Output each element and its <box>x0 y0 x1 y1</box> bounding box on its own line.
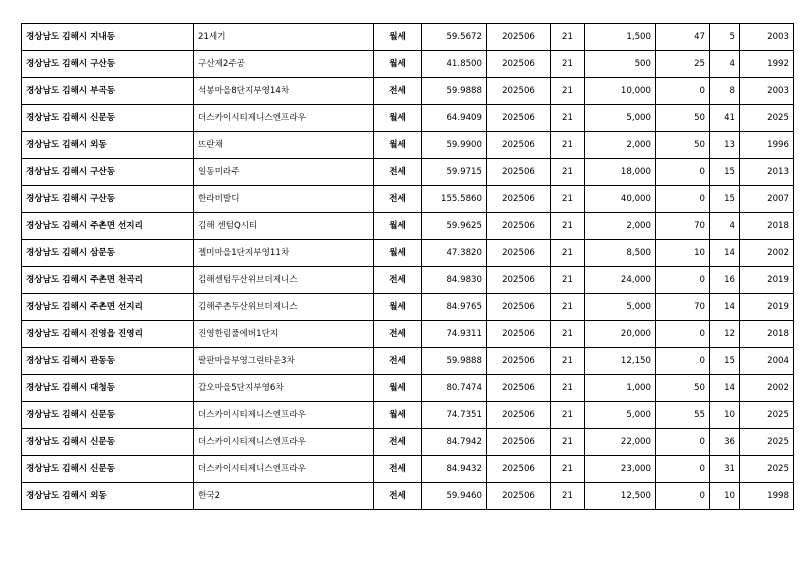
lease-type-cell: 월세 <box>374 294 422 321</box>
floor-cell: 16 <box>710 267 740 294</box>
area-cell: 74.9311 <box>422 321 487 348</box>
area-cell: 47.3820 <box>422 240 487 267</box>
contract-day-cell: 21 <box>551 402 585 429</box>
monthly-rent-cell: 0 <box>656 159 710 186</box>
complex-name-cell: 한국2 <box>194 483 374 510</box>
area-cell: 59.9900 <box>422 132 487 159</box>
floor-cell: 15 <box>710 159 740 186</box>
contract-month-cell: 202506 <box>487 483 551 510</box>
address-cell: 경상남도 김해시 대청동 <box>22 375 194 402</box>
address-cell: 경상남도 김해시 외동 <box>22 483 194 510</box>
floor-cell: 10 <box>710 402 740 429</box>
area-cell: 84.9432 <box>422 456 487 483</box>
build-year-cell: 2025 <box>740 456 794 483</box>
lease-type-cell: 전세 <box>374 78 422 105</box>
lease-type-cell: 월세 <box>374 105 422 132</box>
contract-month-cell: 202506 <box>487 105 551 132</box>
contract-day-cell: 21 <box>551 213 585 240</box>
contract-month-cell: 202506 <box>487 267 551 294</box>
lease-type-cell: 월세 <box>374 213 422 240</box>
contract-day-cell: 21 <box>551 240 585 267</box>
contract-month-cell: 202506 <box>487 159 551 186</box>
contract-month-cell: 202506 <box>487 429 551 456</box>
floor-cell: 15 <box>710 186 740 213</box>
address-cell: 경상남도 김해시 주촌면 천곡리 <box>22 267 194 294</box>
table-row <box>22 159 794 186</box>
lease-type-cell: 전세 <box>374 267 422 294</box>
table-row <box>22 240 794 267</box>
monthly-rent-cell: 10 <box>656 240 710 267</box>
contract-day-cell: 21 <box>551 132 585 159</box>
address-cell: 경상남도 김해시 부곡동 <box>22 78 194 105</box>
complex-name-cell: 뜨란채 <box>194 132 374 159</box>
address-cell: 경상남도 김해시 주촌면 선지리 <box>22 213 194 240</box>
complex-name-cell: 더스카이시티제니스엔프라우 <box>194 402 374 429</box>
complex-name-cell: 한라비발디 <box>194 186 374 213</box>
area-cell: 41.8500 <box>422 51 487 78</box>
address-cell: 경상남도 김해시 신문동 <box>22 456 194 483</box>
floor-cell: 31 <box>710 456 740 483</box>
deposit-cell: 5,000 <box>585 105 656 132</box>
contract-month-cell: 202506 <box>487 240 551 267</box>
monthly-rent-cell: 55 <box>656 402 710 429</box>
area-cell: 155.5860 <box>422 186 487 213</box>
lease-type-cell: 전세 <box>374 186 422 213</box>
monthly-rent-cell: 0 <box>656 456 710 483</box>
deposit-cell: 500 <box>585 51 656 78</box>
monthly-rent-cell: 50 <box>656 375 710 402</box>
floor-cell: 14 <box>710 294 740 321</box>
deposit-cell: 5,000 <box>585 294 656 321</box>
build-year-cell: 2002 <box>740 240 794 267</box>
deposit-cell: 2,000 <box>585 132 656 159</box>
deposit-cell: 23,000 <box>585 456 656 483</box>
floor-cell: 5 <box>710 24 740 51</box>
monthly-rent-cell: 0 <box>656 267 710 294</box>
floor-cell: 15 <box>710 348 740 375</box>
deposit-cell: 22,000 <box>585 429 656 456</box>
address-cell: 경상남도 김해시 구산동 <box>22 159 194 186</box>
monthly-rent-cell: 0 <box>656 78 710 105</box>
contract-day-cell: 21 <box>551 456 585 483</box>
monthly-rent-cell: 0 <box>656 429 710 456</box>
area-cell: 59.9625 <box>422 213 487 240</box>
floor-cell: 14 <box>710 375 740 402</box>
complex-name-cell: 김해센텀두산위브더제니스 <box>194 267 374 294</box>
lease-type-cell: 월세 <box>374 132 422 159</box>
contract-day-cell: 21 <box>551 375 585 402</box>
contract-day-cell: 21 <box>551 429 585 456</box>
contract-day-cell: 21 <box>551 267 585 294</box>
monthly-rent-cell: 50 <box>656 105 710 132</box>
complex-name-cell: 팔판마을부영그린타운3차 <box>194 348 374 375</box>
build-year-cell: 2019 <box>740 294 794 321</box>
table-body <box>22 24 794 510</box>
floor-cell: 8 <box>710 78 740 105</box>
table-row <box>22 78 794 105</box>
contract-day-cell: 21 <box>551 186 585 213</box>
deposit-cell: 20,000 <box>585 321 656 348</box>
complex-name-cell: 더스카이시티제니스엔프라우 <box>194 456 374 483</box>
floor-cell: 4 <box>710 213 740 240</box>
area-cell: 80.7474 <box>422 375 487 402</box>
deposit-cell: 8,500 <box>585 240 656 267</box>
area-cell: 59.9888 <box>422 348 487 375</box>
lease-type-cell: 월세 <box>374 240 422 267</box>
contract-month-cell: 202506 <box>487 321 551 348</box>
address-cell: 경상남도 김해시 관동동 <box>22 348 194 375</box>
monthly-rent-cell: 70 <box>656 213 710 240</box>
contract-day-cell: 21 <box>551 348 585 375</box>
address-cell: 경상남도 김해시 삼문동 <box>22 240 194 267</box>
table-row <box>22 105 794 132</box>
area-cell: 64.9409 <box>422 105 487 132</box>
contract-day-cell: 21 <box>551 483 585 510</box>
contract-month-cell: 202506 <box>487 375 551 402</box>
area-cell: 84.7942 <box>422 429 487 456</box>
contract-day-cell: 21 <box>551 51 585 78</box>
lease-type-cell: 월세 <box>374 375 422 402</box>
area-cell: 74.7351 <box>422 402 487 429</box>
contract-month-cell: 202506 <box>487 186 551 213</box>
build-year-cell: 2003 <box>740 24 794 51</box>
area-cell: 84.9830 <box>422 267 487 294</box>
complex-name-cell: 갑오마을5단지부영6차 <box>194 375 374 402</box>
address-cell: 경상남도 김해시 구산동 <box>22 51 194 78</box>
contract-month-cell: 202506 <box>487 78 551 105</box>
contract-day-cell: 21 <box>551 24 585 51</box>
deposit-cell: 40,000 <box>585 186 656 213</box>
monthly-rent-cell: 0 <box>656 348 710 375</box>
area-cell: 59.9715 <box>422 159 487 186</box>
build-year-cell: 2025 <box>740 402 794 429</box>
complex-name-cell: 석봉마을8단지부영14차 <box>194 78 374 105</box>
address-cell: 경상남도 김해시 외동 <box>22 132 194 159</box>
table-row <box>22 483 794 510</box>
build-year-cell: 2019 <box>740 267 794 294</box>
build-year-cell: 2025 <box>740 429 794 456</box>
deposit-cell: 12,150 <box>585 348 656 375</box>
complex-name-cell: 21세기 <box>194 24 374 51</box>
complex-name-cell: 구산제2주공 <box>194 51 374 78</box>
deposit-cell: 24,000 <box>585 267 656 294</box>
address-cell: 경상남도 김해시 진영읍 진영리 <box>22 321 194 348</box>
lease-type-cell: 전세 <box>374 429 422 456</box>
floor-cell: 4 <box>710 51 740 78</box>
build-year-cell: 2013 <box>740 159 794 186</box>
build-year-cell: 1996 <box>740 132 794 159</box>
contract-month-cell: 202506 <box>487 294 551 321</box>
address-cell: 경상남도 김해시 구산동 <box>22 186 194 213</box>
table-row <box>22 429 794 456</box>
address-cell: 경상남도 김해시 신문동 <box>22 105 194 132</box>
deposit-cell: 5,000 <box>585 402 656 429</box>
build-year-cell: 2018 <box>740 213 794 240</box>
table-row <box>22 132 794 159</box>
deposit-cell: 1,000 <box>585 375 656 402</box>
area-cell: 59.9460 <box>422 483 487 510</box>
table-row <box>22 267 794 294</box>
deposit-cell: 1,500 <box>585 24 656 51</box>
lease-type-cell: 전세 <box>374 348 422 375</box>
complex-name-cell: 김해 센텀Q시티 <box>194 213 374 240</box>
deposit-cell: 10,000 <box>585 78 656 105</box>
monthly-rent-cell: 25 <box>656 51 710 78</box>
monthly-rent-cell: 0 <box>656 483 710 510</box>
monthly-rent-cell: 47 <box>656 24 710 51</box>
table-row <box>22 186 794 213</box>
build-year-cell: 1992 <box>740 51 794 78</box>
deposit-cell: 2,000 <box>585 213 656 240</box>
address-cell: 경상남도 김해시 신문동 <box>22 429 194 456</box>
address-cell: 경상남도 김해시 신문동 <box>22 402 194 429</box>
rental-table <box>21 23 794 510</box>
contract-day-cell: 21 <box>551 159 585 186</box>
table-row <box>22 348 794 375</box>
area-cell: 59.5672 <box>422 24 487 51</box>
floor-cell: 14 <box>710 240 740 267</box>
table-row <box>22 375 794 402</box>
lease-type-cell: 전세 <box>374 483 422 510</box>
complex-name-cell: 더스카이시티제니스엔프라우 <box>194 429 374 456</box>
lease-type-cell: 전세 <box>374 159 422 186</box>
table-row <box>22 456 794 483</box>
contract-day-cell: 21 <box>551 294 585 321</box>
build-year-cell: 2004 <box>740 348 794 375</box>
contract-day-cell: 21 <box>551 321 585 348</box>
table-row <box>22 24 794 51</box>
complex-name-cell: 젤미마을1단지부영11차 <box>194 240 374 267</box>
table-row <box>22 402 794 429</box>
contract-month-cell: 202506 <box>487 132 551 159</box>
build-year-cell: 2003 <box>740 78 794 105</box>
floor-cell: 12 <box>710 321 740 348</box>
complex-name-cell: 진영한림풀에버1단지 <box>194 321 374 348</box>
lease-type-cell: 전세 <box>374 456 422 483</box>
build-year-cell: 2007 <box>740 186 794 213</box>
build-year-cell: 2018 <box>740 321 794 348</box>
table-row <box>22 321 794 348</box>
table-row <box>22 51 794 78</box>
floor-cell: 10 <box>710 483 740 510</box>
contract-day-cell: 21 <box>551 105 585 132</box>
address-cell: 경상남도 김해시 지내동 <box>22 24 194 51</box>
contract-day-cell: 21 <box>551 78 585 105</box>
monthly-rent-cell: 50 <box>656 132 710 159</box>
build-year-cell: 2025 <box>740 105 794 132</box>
contract-month-cell: 202506 <box>487 402 551 429</box>
table-row <box>22 213 794 240</box>
contract-month-cell: 202506 <box>487 24 551 51</box>
deposit-cell: 18,000 <box>585 159 656 186</box>
lease-type-cell: 전세 <box>374 321 422 348</box>
monthly-rent-cell: 0 <box>656 186 710 213</box>
area-cell: 84.9765 <box>422 294 487 321</box>
build-year-cell: 2002 <box>740 375 794 402</box>
contract-month-cell: 202506 <box>487 51 551 78</box>
area-cell: 59.9888 <box>422 78 487 105</box>
monthly-rent-cell: 0 <box>656 321 710 348</box>
address-cell: 경상남도 김해시 주촌면 선지리 <box>22 294 194 321</box>
floor-cell: 13 <box>710 132 740 159</box>
complex-name-cell: 더스카이시티제니스엔프라우 <box>194 105 374 132</box>
complex-name-cell: 일동미라주 <box>194 159 374 186</box>
build-year-cell: 1998 <box>740 483 794 510</box>
monthly-rent-cell: 70 <box>656 294 710 321</box>
floor-cell: 41 <box>710 105 740 132</box>
contract-month-cell: 202506 <box>487 213 551 240</box>
deposit-cell: 12,500 <box>585 483 656 510</box>
floor-cell: 36 <box>710 429 740 456</box>
contract-month-cell: 202506 <box>487 456 551 483</box>
lease-type-cell: 월세 <box>374 402 422 429</box>
contract-month-cell: 202506 <box>487 348 551 375</box>
complex-name-cell: 김해주촌두산위브더제니스 <box>194 294 374 321</box>
table-row <box>22 294 794 321</box>
lease-type-cell: 월세 <box>374 51 422 78</box>
lease-type-cell: 월세 <box>374 24 422 51</box>
